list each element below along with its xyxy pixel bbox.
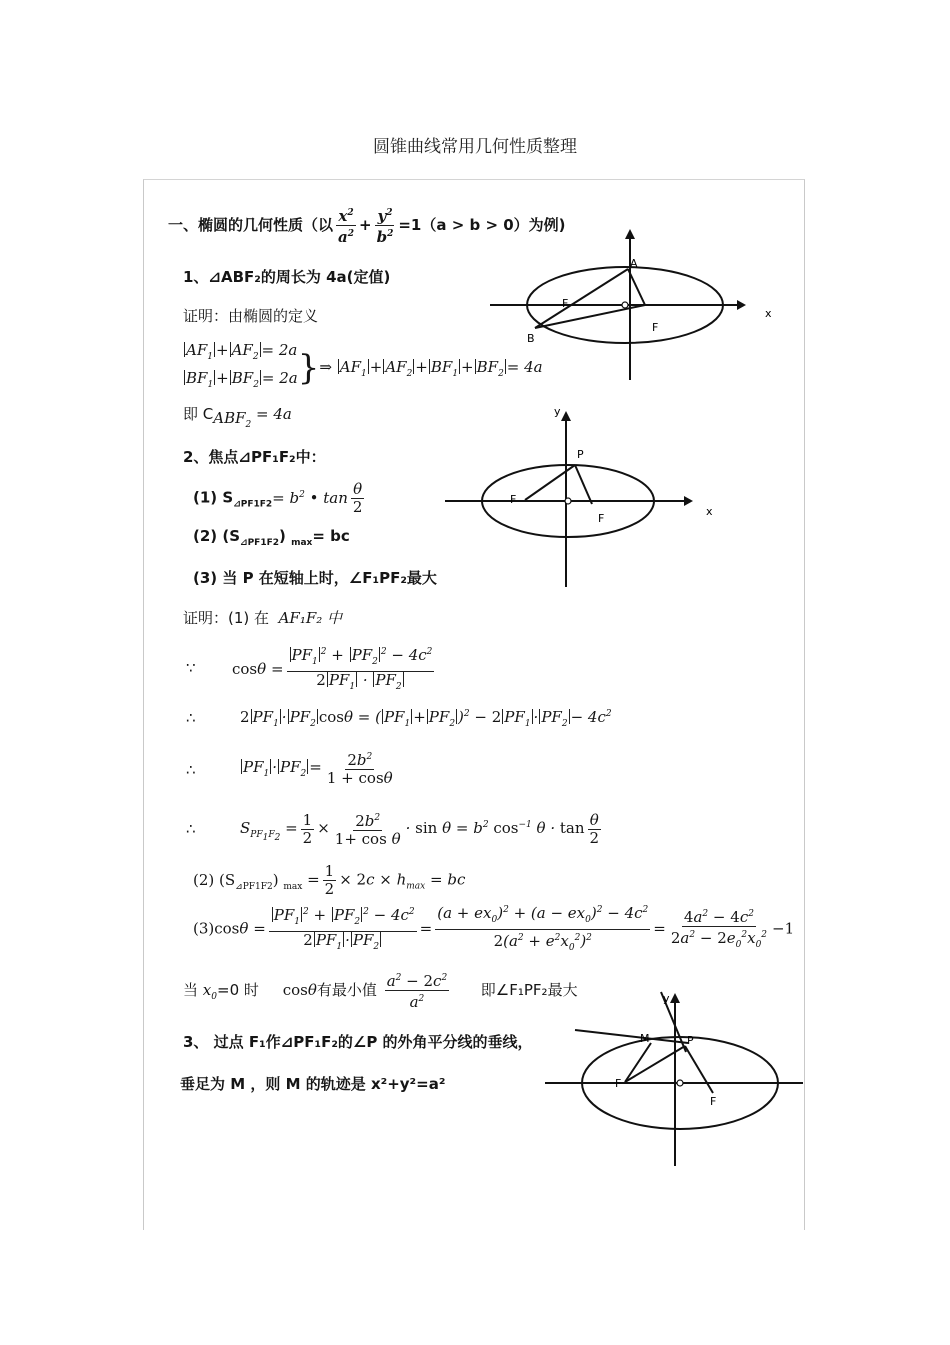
fig3-label-M: M [640, 1032, 650, 1045]
fig2-x-arrow [684, 496, 693, 506]
fig2-origin [565, 498, 571, 504]
focal-sum-system: $AF_1 + AF_2 = 2a$ $BF_1 + BF_2 = 2a$ [186, 341, 298, 390]
fig2-label-x: x [706, 505, 713, 518]
conclusion-max: 即∠F₁PF₂最大 [480, 981, 578, 999]
fig3-label-P: P [687, 1034, 694, 1047]
ellipse-eq-frac-y: $\frac{y^2}{b^2}$ [376, 207, 394, 246]
item1-heading: 1、⊿ABF₂的周长为 4a(定值) [183, 268, 391, 286]
fig3-label-y: y [663, 992, 670, 1005]
figure-3-ellipse [545, 988, 810, 1168]
conclusion-mid: =0 时 [217, 981, 259, 999]
document-title: 圆锥曲线常用几何性质整理 [373, 137, 577, 157]
item2-sub2-label: (2) (S [193, 527, 241, 545]
perimeter-result-prefix: 即 C [183, 405, 214, 423]
item2-sub1-label: (1) S [193, 488, 234, 507]
fig1-origin [622, 302, 628, 308]
fig2-label-P: P [577, 448, 584, 461]
area-derivation: $S_{PF_1F_2}$ = $\frac{1}{2}$ × $\frac{2b^2}{\text{1+ cos θ}}$ · $\sin \theta = b^2$ $\cos^{-1} \theta \cdot \tan$ $\frac{\theta}{2}$ [240, 810, 600, 848]
item2-max-area: (2) $(S_{⊿PF1F2})$ $_{max}$= bc [193, 527, 350, 548]
cos-extremum-derivation: (3)cosθ = $\frac{PF_1^2 + PF_2^2 - 4c^2}{2 PF_1 \cdot PF_2}$ = $\frac{(a + ex_0)^2 + (a - ex_0)^2 - 4c^2}{2(a^2 + e^2x_0^2)^2}$ = $\frac{4a^2 - 4c^2}{2a^2 - 2e_0^2x_0^2}$ −1 [193, 904, 795, 953]
conclusion-line: 当 $x_0=0$ 时 cosθ有最小值 $\frac{a^2 - 2c^2}{a^2}$ 即∠F₁PF₂最大 [183, 972, 578, 1011]
fig2-label-y: y [554, 405, 561, 418]
fig2-segment-right [575, 465, 592, 504]
fig2-segment-left [525, 465, 575, 500]
fig1-label-A: A [630, 257, 638, 270]
conclusion-prefix: 当 [183, 981, 199, 999]
section1-heading-text: 一、椭圆的几何性质（以 [168, 216, 334, 234]
item2-area-formula: (1) $S_{⊿PF1F2}= b^2$ • tan $\frac{\theta}{2}$ [193, 480, 363, 516]
because-symbol: ∵ [186, 659, 196, 677]
conclusion-min: 有最小值 [316, 981, 377, 999]
fig3-label-F-right: F [710, 1095, 717, 1108]
cos-law-formula: cosθ = $\frac{PF_1^2 + PF_2^2 - 4c^2}{2 PF_1 \cdot PF_2}$ [232, 646, 433, 692]
max-area-derivation: (2) $(S_{⊿PF1F2}) _{max}$ = $\frac{1}{2}$ × $2c \times h_{max}$ = bc [193, 862, 466, 898]
item2-sub2-tail: = bc [312, 527, 350, 545]
ellipse-eq-frac-x: $\frac{x^2}{a^2}$ [338, 207, 355, 246]
proof2-line [183, 607, 342, 628]
perimeter-result: 即 $C_{ABF_2} = 4a$ [183, 405, 292, 430]
therefore-symbol-2: ∴ [186, 761, 196, 779]
fig2-label-F-left: F [510, 493, 517, 506]
section1-heading: 一、椭圆的几何性质（以 $\frac{x^2}{a^2}$ + $\frac{y^2}{b^2}$ =1（a > b > 0）为例) [168, 207, 566, 246]
product-formula: $PF_1 \cdot PF_2$ = $\frac{2b^2}{1 + \cos\theta}$ [243, 751, 393, 787]
therefore-symbol-3: ∴ [186, 820, 196, 838]
fig1-label-x: x [765, 307, 772, 320]
perimeter-derivation: $AF_1 + AF_2 = 2a$ $BF_1 + BF_2 = 2a$ }⇒ $AF_1 + AF_2 + BF_1 + BF_2 = 4a$ [183, 340, 543, 396]
fig1-x-arrow [737, 300, 746, 310]
proof2-triangle: AF₁F₂ 中 [278, 609, 343, 627]
proof1-label: 证明：由椭圆的定义 [183, 307, 319, 325]
figure-1-ellipse [480, 225, 785, 385]
fig3-segment-F-M [625, 1043, 651, 1082]
item2-heading: 2、焦点⊿PF₁F₂中： [183, 448, 326, 466]
proof2-label: 证明：(1) 在 [183, 609, 270, 627]
fig1-label-B: B [527, 332, 535, 345]
section1-heading-suffix: =1（a > b > 0）为例) [398, 216, 566, 234]
fig1-y-arrow [625, 229, 635, 239]
fig2-y-arrow [561, 411, 571, 421]
fig3-segment-PF-right [685, 1046, 713, 1093]
item2-sub3: (3) 当 P 在短轴上时，∠F₁PF₂最大 [193, 569, 437, 587]
expanded-identity: 2 $PF_1 \cdot PF_2$ cosθ = ( $PF_1 + PF_2$ )$^2$ − 2 $PF_1 \cdot PF_2 - 4c^2$ [240, 708, 612, 729]
fig3-origin [677, 1080, 683, 1086]
fig3-label-F-left: F [615, 1077, 622, 1090]
fig3-y-arrow [670, 993, 680, 1003]
figure-2-ellipse [440, 400, 730, 590]
item3-line2: 垂足为 M ，则 M 的轨迹是 x²+y²=a² [180, 1075, 446, 1093]
item3-line1: 3、 过点 F₁作⊿PF₁F₂的∠P 的外角平分线的垂线， [183, 1033, 533, 1051]
fig2-label-F-right: F [598, 512, 605, 525]
therefore-symbol-1: ∴ [186, 709, 196, 727]
fig1-label-F-left: F [562, 297, 569, 310]
fig1-label-F-right: F [652, 321, 659, 334]
